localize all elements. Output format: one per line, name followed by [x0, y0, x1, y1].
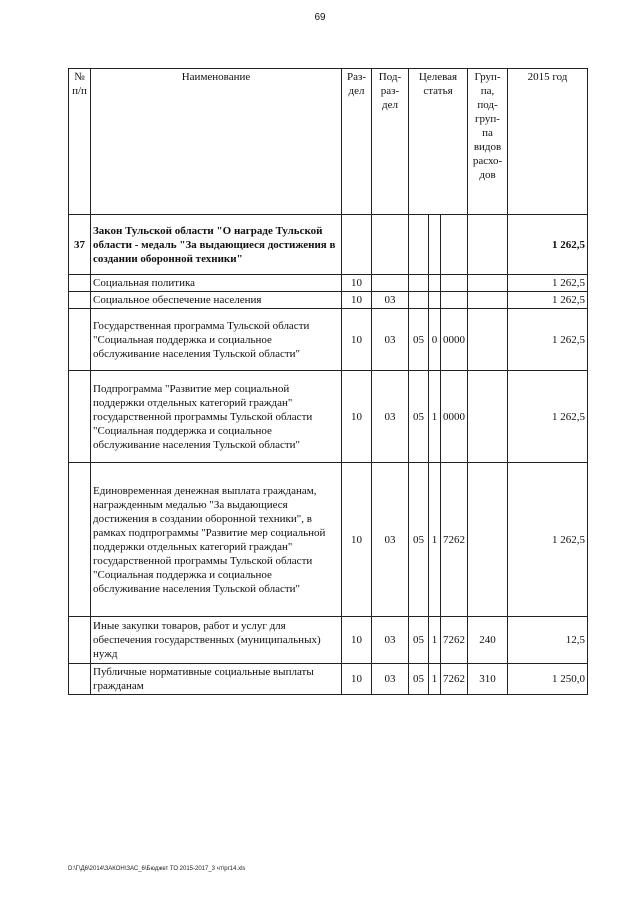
budget-table: [68, 68, 588, 695]
header-podrazdel: Под- раз- дел: [372, 69, 409, 215]
cell-group: [468, 215, 508, 275]
cell-name: Социальное обеспечение населения: [91, 292, 342, 309]
header-name: Наименование: [91, 69, 342, 215]
cell-podrazdel: 03: [372, 292, 409, 309]
cell-target-2: 1: [429, 617, 441, 664]
header-year: 2015 год: [508, 69, 588, 215]
cell-razdel: 10: [342, 371, 372, 463]
table-row: [69, 617, 588, 664]
cell-target-2: [429, 215, 441, 275]
cell-name: Закон Тульской области "О награде Тульской области - медаль "За выдающиеся достижения в создании оборонной техники": [91, 215, 342, 275]
cell-num: [69, 371, 91, 463]
cell-razdel: 10: [342, 292, 372, 309]
cell-podrazdel: 03: [372, 664, 409, 695]
cell-podrazdel: 03: [372, 309, 409, 371]
cell-target-3: 0000: [441, 309, 468, 371]
cell-num: [69, 617, 91, 664]
cell-podrazdel: [372, 275, 409, 292]
cell-target-1: 05: [409, 617, 429, 664]
cell-group: [468, 309, 508, 371]
cell-target-2: 1: [429, 463, 441, 617]
cell-target-3: [441, 275, 468, 292]
cell-target-1: 05: [409, 664, 429, 695]
cell-num: [69, 309, 91, 371]
cell-podrazdel: 03: [372, 463, 409, 617]
cell-name: Социальная политика: [91, 275, 342, 292]
table-row: [69, 309, 588, 371]
cell-target-3: [441, 215, 468, 275]
cell-target-3: [441, 292, 468, 309]
cell-group: [468, 275, 508, 292]
cell-group: [468, 463, 508, 617]
cell-num: [69, 463, 91, 617]
cell-target-2: [429, 275, 441, 292]
cell-group: 310: [468, 664, 508, 695]
cell-razdel: 10: [342, 309, 372, 371]
header-target: Целевая статья: [409, 69, 468, 215]
cell-amount: 1 262,5: [508, 275, 588, 292]
cell-amount: 1 262,5: [508, 371, 588, 463]
cell-target-3: 0000: [441, 371, 468, 463]
cell-target-1: [409, 292, 429, 309]
file-path-footer: D:\Г\Д6\2014\ЗАКОН\ЗАС_6\Бюджет ТО 2015-2017_3 чт\рг14.xls: [68, 866, 246, 872]
cell-amount: 1 262,5: [508, 463, 588, 617]
table-row: [69, 215, 588, 275]
cell-num: [69, 275, 91, 292]
cell-group: [468, 292, 508, 309]
header-group: Груп- па, под- груп- па видов расхо- дов: [468, 69, 508, 215]
cell-target-3: 7262: [441, 463, 468, 617]
cell-target-1: 05: [409, 463, 429, 617]
cell-target-2: 1: [429, 664, 441, 695]
cell-target-2: [429, 292, 441, 309]
cell-razdel: 10: [342, 617, 372, 664]
cell-razdel: 10: [342, 275, 372, 292]
table-row: [69, 664, 588, 695]
cell-razdel: [342, 215, 372, 275]
cell-name: Подпрограмма "Развитие мер социальной поддержки отдельных категорий граждан" государственной программы Тульской области "Социальная поддержка и социальное обслуживание населения Тульской области": [91, 371, 342, 463]
header-num: № п/п: [69, 69, 91, 215]
cell-num: [69, 664, 91, 695]
cell-amount: 12,5: [508, 617, 588, 664]
cell-target-1: [409, 275, 429, 292]
cell-target-3: 7262: [441, 617, 468, 664]
cell-num: [69, 292, 91, 309]
cell-razdel: 10: [342, 463, 372, 617]
cell-target-1: 05: [409, 371, 429, 463]
cell-name: Иные закупки товаров, работ и услуг для обеспечения государственных (муниципальных) нужд: [91, 617, 342, 664]
cell-target-1: 05: [409, 309, 429, 371]
cell-num: 37: [69, 215, 91, 275]
table-header-row: [69, 69, 588, 215]
cell-amount: 1 262,5: [508, 292, 588, 309]
cell-group: 240: [468, 617, 508, 664]
cell-podrazdel: [372, 215, 409, 275]
header-razdel: Раз- дел: [342, 69, 372, 215]
cell-razdel: 10: [342, 664, 372, 695]
cell-amount: 1 250,0: [508, 664, 588, 695]
table-row: [69, 292, 588, 309]
cell-amount: 1 262,5: [508, 215, 588, 275]
table-row: [69, 463, 588, 617]
cell-amount: 1 262,5: [508, 309, 588, 371]
cell-target-2: 0: [429, 309, 441, 371]
cell-target-3: 7262: [441, 664, 468, 695]
table-row: [69, 371, 588, 463]
table-row: [69, 275, 588, 292]
cell-target-1: [409, 215, 429, 275]
cell-name: Государственная программа Тульской области "Социальная поддержка и социальное обслуживание населения Тульской области": [91, 309, 342, 371]
cell-name: Единовременная денежная выплата гражданам, награжденным медалью "За выдающиеся достижения в создании оборонной техники", в рамках подпрограммы "Развитие мер социальной поддержки отдельных категорий граждан" государственной программы Тульской области "Социальная поддержка и социальное обслуживание населения Тульской области": [91, 463, 342, 617]
cell-podrazdel: 03: [372, 371, 409, 463]
cell-target-2: 1: [429, 371, 441, 463]
cell-name: Публичные нормативные социальные выплаты гражданам: [91, 664, 342, 695]
cell-podrazdel: 03: [372, 617, 409, 664]
page-number: 69: [314, 12, 326, 23]
cell-group: [468, 371, 508, 463]
